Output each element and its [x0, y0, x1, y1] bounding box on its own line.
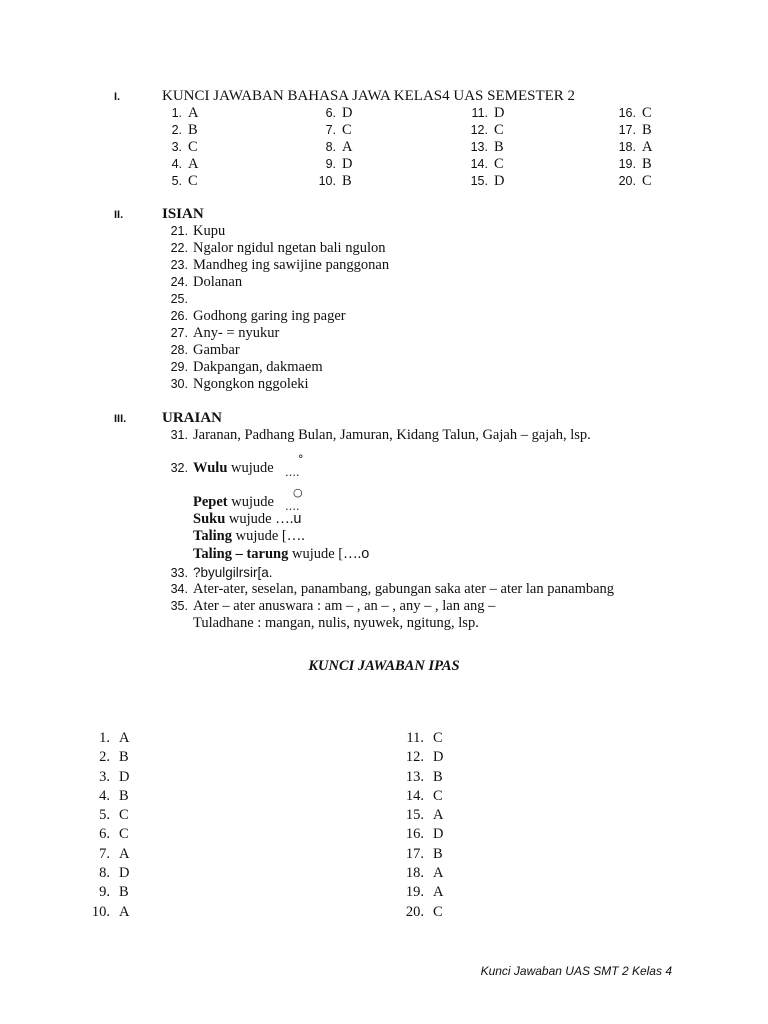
- answer-item: 1. A: [171, 105, 199, 121]
- answer-item: 12. C: [470, 122, 504, 138]
- answer-item: 18. A: [618, 139, 653, 155]
- list-item: 28. Gambar: [170, 342, 240, 358]
- answer-item: 16. D: [405, 826, 444, 843]
- answer-item: 1. A: [99, 730, 130, 746]
- list-item: Suku wujude ….u: [193, 511, 302, 527]
- answer-item: 11. C: [406, 730, 443, 746]
- list-item: Taling wujude [….: [193, 528, 305, 544]
- answer-item: 12. D: [405, 749, 444, 766]
- list-item: 29. Dakpangan, dakmaem: [170, 359, 323, 375]
- answer-item: 17. B: [405, 845, 443, 862]
- answer-item: 7. C: [325, 122, 352, 138]
- list-item: 32. Wulu wujude: [170, 460, 274, 476]
- pepet-mark-icon: ○: [293, 486, 303, 499]
- ipas-right-column: [402, 729, 443, 922]
- pepet-dots: ….: [285, 500, 300, 513]
- answer-item: 6. D: [325, 105, 353, 121]
- answer-item: 8. A: [325, 139, 353, 155]
- answer-item: 5. C: [171, 173, 198, 189]
- answer-item: 13. B: [470, 139, 504, 155]
- list-item: 35. Ater – ater anuswara : am – , an – , any – , lan ang –: [170, 598, 496, 614]
- answer-item: 13. B: [405, 768, 443, 785]
- list-item: 22. Ngalor ngidul ngetan bali ngulon: [170, 240, 386, 256]
- list-item: Taling – tarung wujude [….o: [193, 546, 370, 562]
- section-1-number: I.: [114, 91, 121, 103]
- section-1-title: KUNCI JAWABAN BAHASA JAWA KELAS4 UAS SEMESTER 2: [162, 88, 576, 104]
- list-item: 21. Kupu: [170, 223, 226, 239]
- answer-item: 15. D: [470, 173, 505, 189]
- answer-item: 16. C: [618, 105, 652, 121]
- answer-item: 14. C: [470, 156, 504, 172]
- section-2-number: II.: [114, 209, 124, 221]
- answer-item: 7. A: [99, 845, 130, 862]
- answer-item: 20. C: [405, 903, 443, 920]
- answer-item: 19. A: [405, 884, 444, 901]
- answer-item: 11. D: [471, 105, 505, 121]
- list-item: 23. Mandheg ing sawijine panggonan: [170, 257, 390, 273]
- answer-item: 10. B: [318, 173, 352, 189]
- list-item: 26. Godhong garing ing pager: [170, 308, 346, 324]
- list-item: 31. Jaranan, Padhang Bulan, Jamuran, Kidang Talun, Gajah – gajah, lsp.: [170, 427, 591, 443]
- answer-item: 2. B: [171, 122, 198, 138]
- answer-item: 2. B: [99, 749, 129, 766]
- list-item: 34. Ater-ater, seselan, panambang, gabungan saka ater – ater lan panambang: [170, 581, 615, 597]
- list-item: 24. Dolanan: [170, 274, 243, 290]
- answer-item: 6. C: [99, 826, 129, 843]
- ipas-title: KUNCI JAWABAN IPAS: [308, 658, 460, 674]
- list-item-continuation: Tuladhane : mangan, nulis, nyuwek, ngitung, lsp.: [193, 615, 479, 631]
- list-item: 25.: [170, 292, 188, 306]
- answer-item: 3. C: [171, 139, 198, 155]
- answer-item: 20. C: [618, 173, 652, 189]
- list-item: 27. Any- = nyukur: [170, 325, 280, 341]
- answer-item: 9. D: [325, 156, 353, 172]
- answer-item: 14. C: [405, 787, 443, 804]
- answer-item: 18. A: [405, 865, 444, 882]
- list-item: Pepet wujude: [193, 494, 274, 510]
- list-item: 30. Ngongkon nggoleki: [170, 376, 309, 392]
- answer-item: 17. B: [618, 122, 652, 138]
- answer-item: 4. A: [171, 156, 199, 172]
- wulu-mark-icon: °: [298, 453, 304, 466]
- answer-item: 8. D: [99, 865, 130, 882]
- list-item: 33. ?byulgilrsir[a.: [170, 565, 273, 580]
- section-3-number: III.: [114, 413, 127, 425]
- answer-item: 3. D: [99, 768, 130, 785]
- answer-item: 4. B: [99, 787, 129, 804]
- answer-item: 10. A: [91, 903, 130, 920]
- page-footer: Kunci Jawaban UAS SMT 2 Kelas 4: [480, 964, 672, 978]
- section-3-title: URAIAN: [162, 410, 222, 426]
- answer-item: 9. B: [99, 884, 129, 901]
- answer-item: 15. A: [405, 807, 444, 824]
- answer-item: 19. B: [618, 156, 652, 172]
- wulu-dots: ….: [285, 466, 300, 479]
- ipas-left-column: [88, 729, 129, 922]
- section-2-title: ISIAN: [162, 206, 204, 222]
- answer-item: 5. C: [99, 807, 129, 824]
